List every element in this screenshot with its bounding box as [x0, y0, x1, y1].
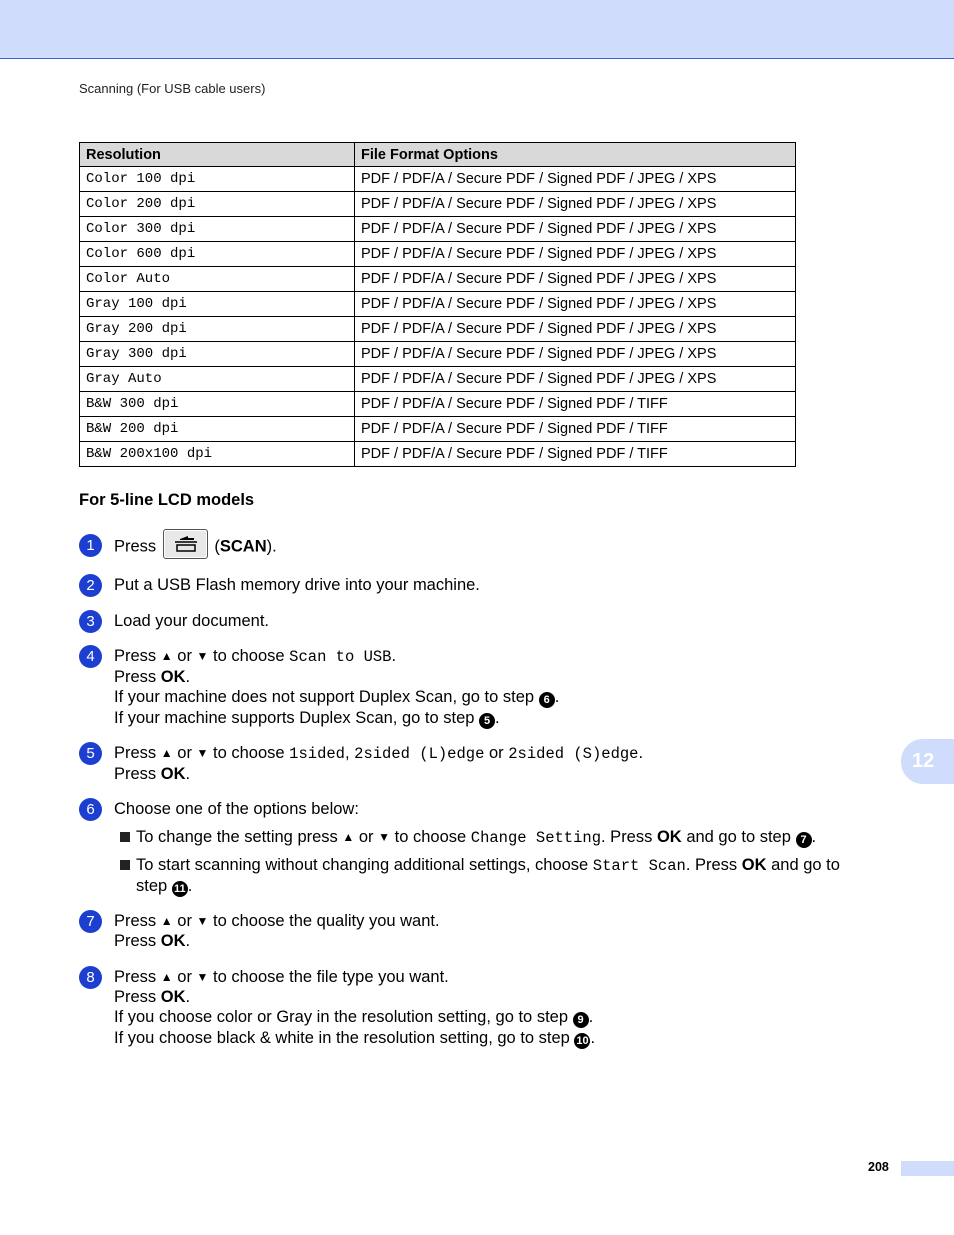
menu-option: Change Setting [470, 829, 602, 847]
resolution-cell: Color 600 dpi [80, 242, 355, 267]
format-cell: PDF / PDF/A / Secure PDF / Signed PDF / TIFF [355, 392, 796, 417]
format-cell: PDF / PDF/A / Secure PDF / Signed PDF / JPEG / XPS [355, 342, 796, 367]
resolution-cell: B&W 300 dpi [80, 392, 355, 417]
format-cell: PDF / PDF/A / Secure PDF / Signed PDF / TIFF [355, 442, 796, 467]
step-text: Press [114, 537, 157, 556]
up-arrow-icon: ▲ [160, 649, 173, 663]
table-row [80, 192, 796, 217]
column-header-resolution: Resolution [80, 143, 355, 167]
down-arrow-icon: ▼ [196, 649, 209, 663]
up-arrow-icon: ▲ [160, 970, 173, 984]
resolution-cell: Color 300 dpi [80, 217, 355, 242]
step-text: Choose one of the options below: [114, 800, 359, 818]
menu-option: Scan to USB [289, 648, 392, 666]
down-arrow-icon: ▼ [196, 914, 209, 928]
format-cell: PDF / PDF/A / Secure PDF / Signed PDF / JPEG / XPS [355, 292, 796, 317]
up-arrow-icon: ▲ [342, 830, 355, 844]
table-row [80, 217, 796, 242]
ok-key-label: OK [160, 932, 186, 950]
format-cell: PDF / PDF/A / Secure PDF / Signed PDF / JPEG / XPS [355, 192, 796, 217]
resolution-cell: Color 100 dpi [80, 167, 355, 192]
step-ref: 5 [479, 713, 495, 729]
resolution-cell: Color Auto [80, 267, 355, 292]
format-cell: PDF / PDF/A / Secure PDF / Signed PDF / JPEG / XPS [355, 317, 796, 342]
resolution-cell: Gray 300 dpi [80, 342, 355, 367]
up-arrow-icon: ▲ [160, 914, 173, 928]
step-ref: 10 [576, 1035, 589, 1047]
resolution-table [79, 142, 796, 467]
resolution-cell: Gray 200 dpi [80, 317, 355, 342]
page-number: 208 [868, 1160, 889, 1174]
step-ref: 6 [539, 692, 555, 708]
table-row [80, 292, 796, 317]
step-number: 1 [79, 534, 102, 557]
scan-key-label: SCAN [219, 537, 267, 556]
format-cell: PDF / PDF/A / Secure PDF / Signed PDF / JPEG / XPS [355, 267, 796, 292]
page-number-strip [901, 1161, 954, 1176]
column-header-file-format: File Format Options [355, 143, 796, 167]
table-row [80, 367, 796, 392]
step-number: 6 [79, 798, 102, 821]
bullet-square-icon [120, 832, 130, 842]
format-cell: PDF / PDF/A / Secure PDF / Signed PDF / TIFF [355, 417, 796, 442]
chapter-tab: 12 [901, 739, 954, 784]
step-ref: 9 [573, 1012, 589, 1028]
step-number: 8 [79, 966, 102, 989]
resolution-cell: B&W 200 dpi [80, 417, 355, 442]
ok-key-label: OK [160, 988, 186, 1006]
resolution-cell: Gray 100 dpi [80, 292, 355, 317]
resolution-cell: Color 200 dpi [80, 192, 355, 217]
bullet-square-icon [120, 860, 130, 870]
menu-option: Start Scan [592, 857, 686, 875]
format-cell: PDF / PDF/A / Secure PDF / Signed PDF / JPEG / XPS [355, 217, 796, 242]
resolution-cell: Gray Auto [80, 367, 355, 392]
table-row [80, 442, 796, 467]
ok-key-label: OK [160, 765, 186, 783]
step-number: 3 [79, 610, 102, 633]
table-row [80, 342, 796, 367]
top-header-band [0, 0, 954, 59]
scan-key-icon [163, 529, 208, 559]
format-cell: PDF / PDF/A / Secure PDF / Signed PDF / JPEG / XPS [355, 167, 796, 192]
section-title: For 5-line LCD models [79, 491, 255, 509]
table-row [80, 167, 796, 192]
step-number: 7 [79, 910, 102, 933]
step-ref: 11 [172, 881, 188, 897]
table-row [80, 317, 796, 342]
down-arrow-icon: ▼ [378, 830, 391, 844]
table-row [80, 267, 796, 292]
format-cell: PDF / PDF/A / Secure PDF / Signed PDF / JPEG / XPS [355, 367, 796, 392]
ok-key-label: OK [656, 828, 682, 846]
up-arrow-icon: ▲ [160, 746, 173, 760]
format-cell: PDF / PDF/A / Secure PDF / Signed PDF / JPEG / XPS [355, 242, 796, 267]
table-row [80, 242, 796, 267]
step-ref: 7 [796, 832, 812, 848]
down-arrow-icon: ▼ [196, 746, 209, 760]
ok-key-label: OK [741, 856, 767, 874]
resolution-cell: B&W 200x100 dpi [80, 442, 355, 467]
step-text: Put a USB Flash memory drive into your machine. [114, 576, 480, 594]
ok-key-label: OK [160, 668, 186, 686]
down-arrow-icon: ▼ [196, 970, 209, 984]
table-row [80, 392, 796, 417]
step-number: 4 [79, 645, 102, 668]
table-header-row [80, 143, 796, 167]
table-row [80, 417, 796, 442]
menu-option: 2sided (L)edge [354, 745, 485, 763]
menu-option: 1sided [289, 745, 345, 763]
menu-option: 2sided (S)edge [508, 745, 639, 763]
step-text: Load your document. [114, 612, 270, 630]
step-number: 2 [79, 574, 102, 597]
running-header: Scanning (For USB cable users) [79, 81, 266, 96]
step-number: 5 [79, 742, 102, 765]
